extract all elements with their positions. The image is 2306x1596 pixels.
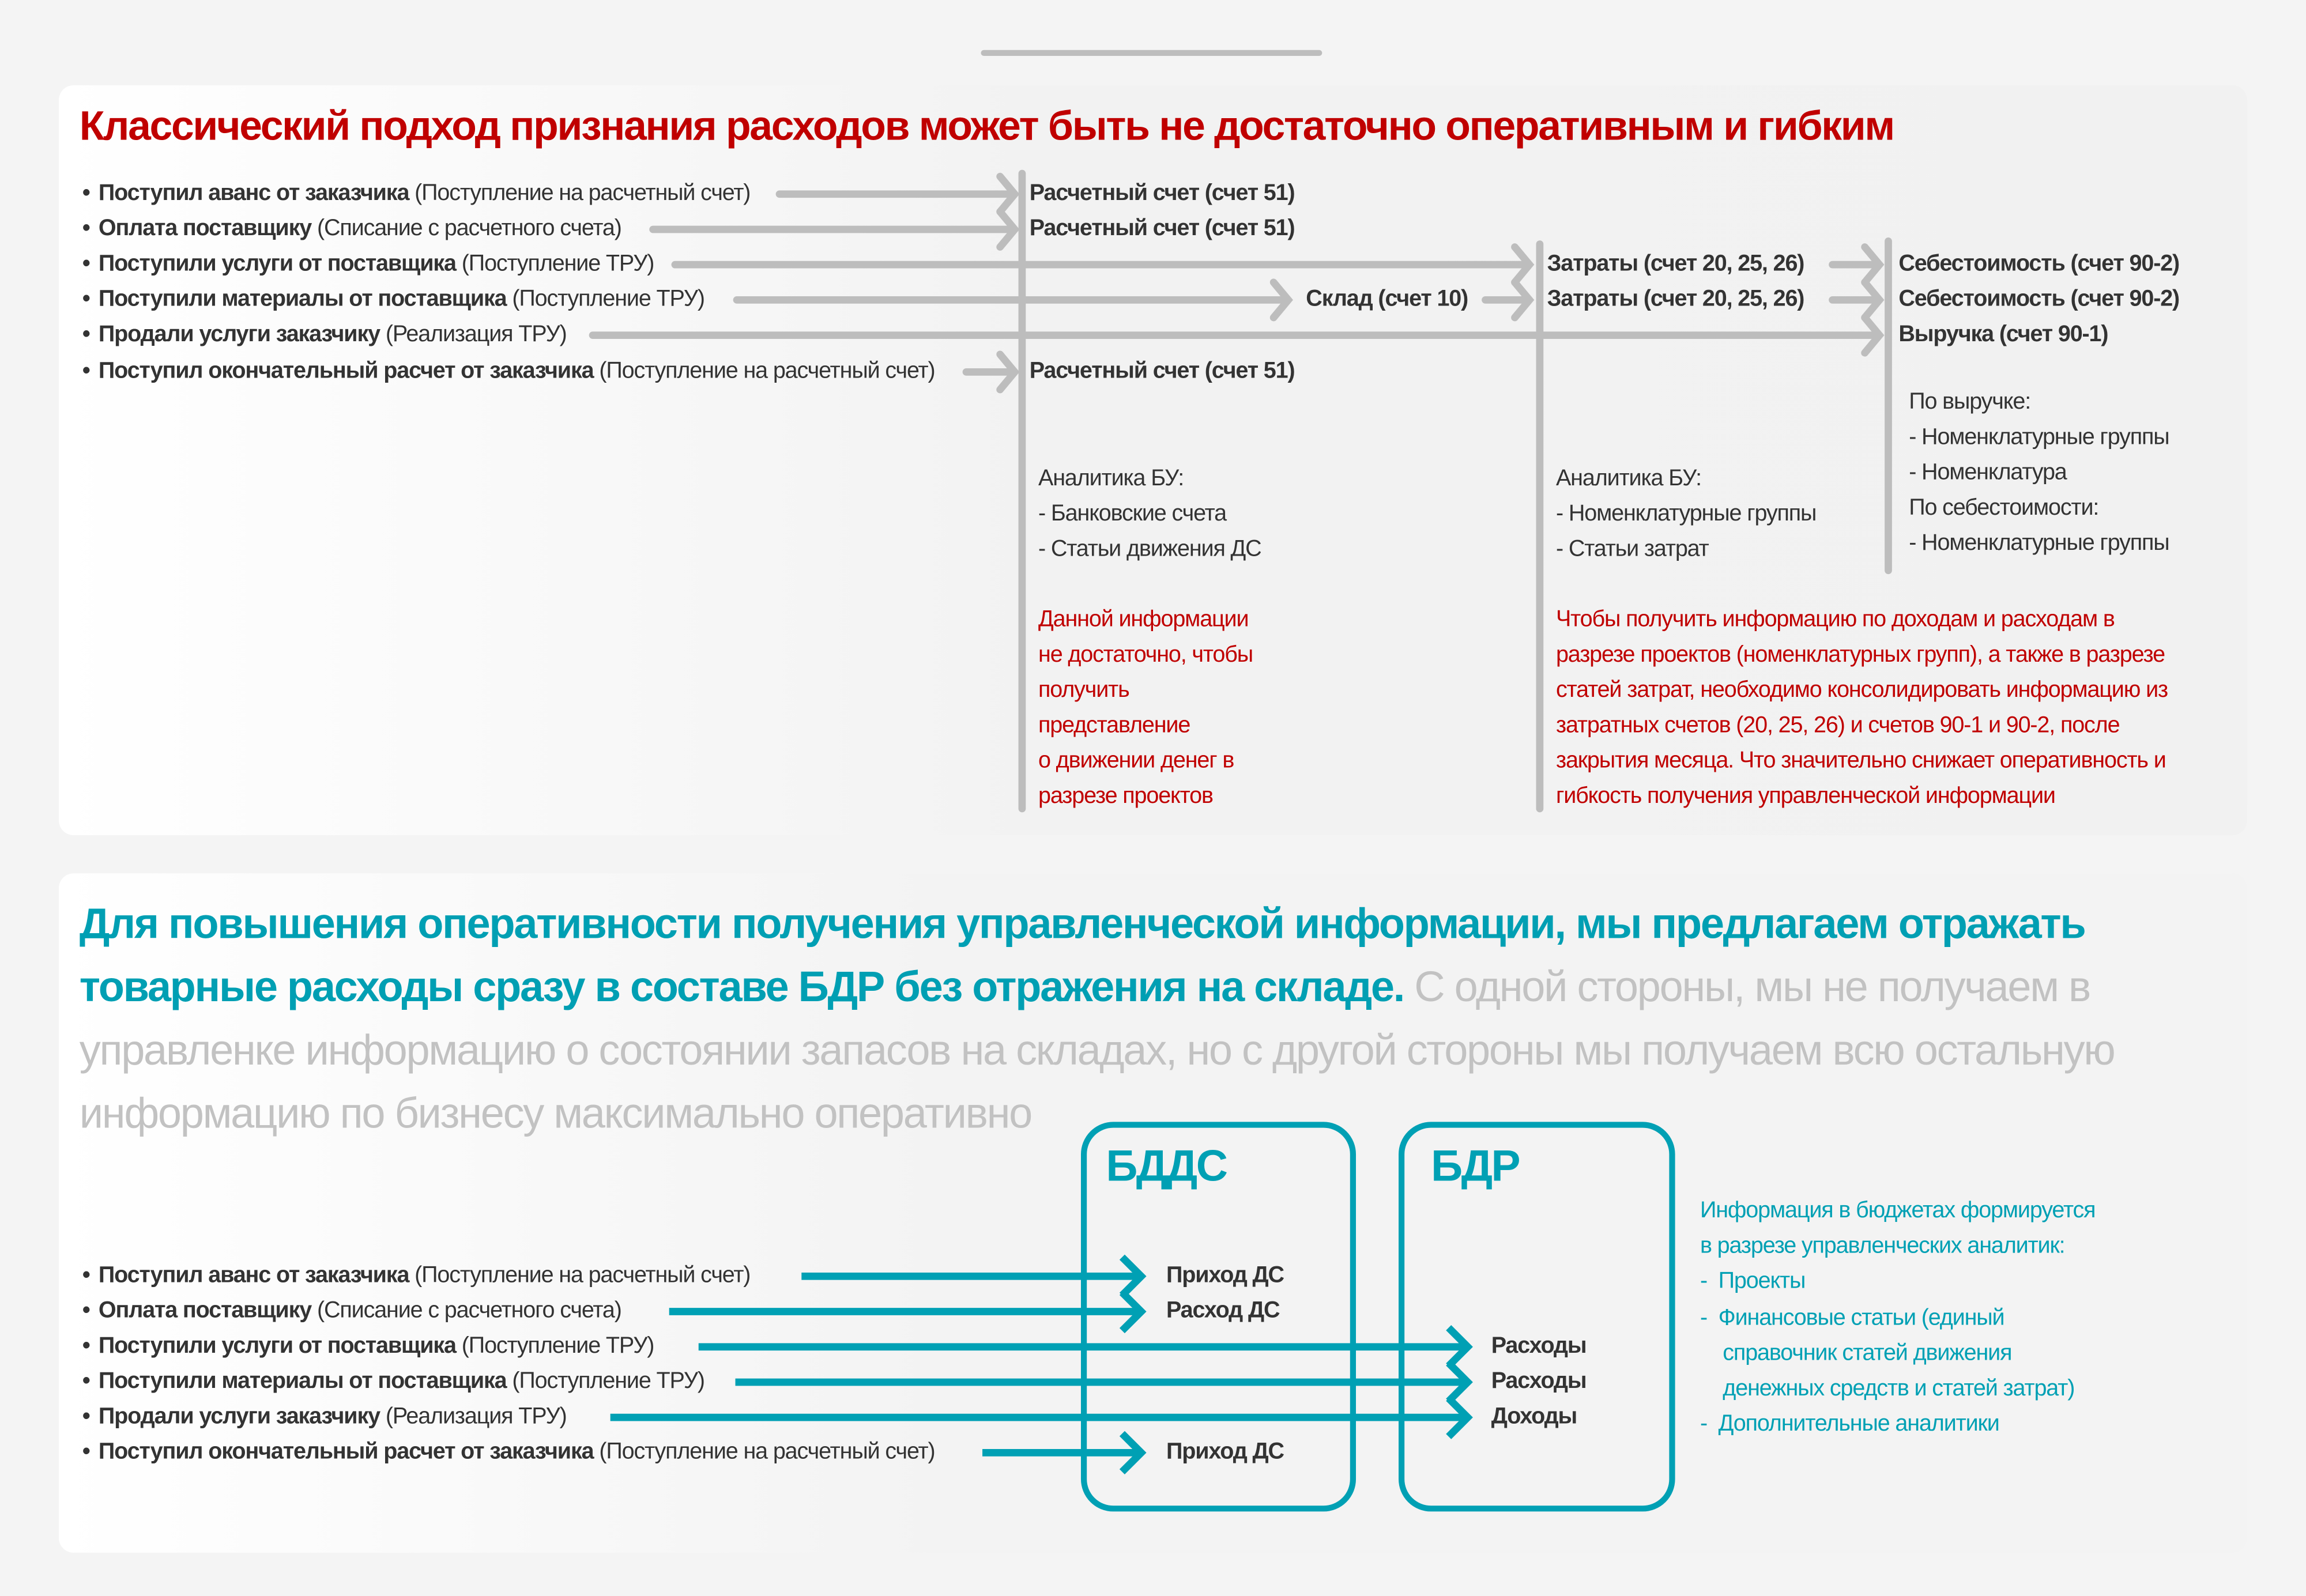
account-20: Затраты (счет 20, 25, 26) [1547,286,1804,312]
event-row: • Поступил окончательный расчет от заказчика (Поступление на расчетный счет) [82,357,935,387]
bdds-label: БДДС [1106,1142,1227,1191]
account-90-2: Себестоимость (счет 90-2) [1898,286,2180,312]
col2-analytics: Аналитика БУ: - Номенклатурные группы - Статьи затрат [1555,466,1817,562]
event-row: • Поступили материалы от поставщика (Поступление ТРУ) [82,285,704,315]
budget-info: Информация в бюджетах формируется в разрезе управленческих аналитик: - Проекты - Финансовые статьи (единый справочник статей движения денежных средств и статей затрат) - Дополнительные аналитики [1700,1198,2096,1437]
event-row: • Поступил аванс от заказчика (Поступление на расчетный счет) [82,179,750,209]
account-20: Затраты (счет 20, 25, 26) [1547,251,1804,277]
arrow-b-row1 [801,1257,1141,1295]
section1-title: Классический подход признания расходов может быть не достаточно оперативным и гибким [79,103,1894,149]
account-51: Расчетный счет (счет 51) [1029,216,1295,242]
arrow-b-row5 [611,1398,1468,1436]
event-row: • Поступили материалы от поставщика (Поступление ТРУ) [82,1367,704,1397]
bdr-expenses: Расходы [1491,1368,1587,1394]
account-51: Расчетный счет (счет 51) [1029,359,1295,384]
arrow-b-row4 [736,1363,1468,1401]
bdds-expense: Расход ДС [1166,1298,1280,1323]
account-51: Расчетный счет (счет 51) [1029,180,1295,206]
account-90-2: Себестоимость (счет 90-2) [1898,251,2180,277]
event-row: • Поступил аванс от заказчика (Поступление на расчетный счет) [82,1262,750,1291]
col2-note: Чтобы получить информацию по доходам и расходам в разрезе проектов (номенклатурных групп), а также в разрезе статей затрат, необходимо консолидировать информацию из затратных счетов (20, 25, 26) и счетов 90-1 и 90-2, после закрытия месяца. Что значительно снижает оперативность и гибкость получения управленческой информации [1555,607,2168,809]
arrow-b-row2 [669,1292,1141,1330]
event-row: • Продали услуги заказчику (Реализация ТРУ) [82,320,567,350]
lead-highlight: Для повышения оперативности получения управленческой информации, мы предлагаем отражать товарные расходы сразу в составе БДР без отражения на складе. [79,901,2085,1012]
lead-rest: С одной стороны, мы не получаем в управленке информацию о состоянии запасов на складах, но с другой стороны мы получаем всю остальную информацию по бизнесу максимально оперативно [79,964,2115,1138]
arrow-b-row3 [699,1328,1468,1366]
event-row: • Поступил окончательный расчет от заказчика (Поступление на расчетный счет) [82,1438,935,1467]
col1-note: Данной информации не достаточно, чтобы получить представление о движении денег в разрезе проектов [1038,607,1253,809]
col3-analytics: По выручке: - Номенклатурные группы - Номенклатура По себестоимости: - Номенклатурные группы [1909,390,2169,556]
bdds-income: Приход ДС [1166,1439,1284,1465]
event-row: • Продали услуги заказчику (Реализация ТРУ) [82,1403,567,1432]
event-row: • Оплата поставщику (Списание с расчетного счета) [82,1297,621,1326]
account-10: Склад (счет 10) [1306,286,1468,312]
arrow-b-row6 [982,1433,1141,1472]
bdr-expenses: Расходы [1491,1333,1587,1359]
bdds-income: Приход ДС [1166,1263,1284,1288]
col1-analytics: Аналитика БУ: - Банковские счета - Статьи движения ДС [1038,466,1261,562]
bdr-label: БДР [1431,1142,1520,1191]
bdr-revenue: Доходы [1491,1404,1577,1429]
account-90-1: Выручка (счет 90-1) [1898,322,2108,348]
event-row: • Поступили услуги от поставщика (Поступление ТРУ) [82,1332,654,1361]
event-row: • Поступили услуги от поставщика (Поступление ТРУ) [82,250,654,280]
event-row: • Оплата поставщику (Списание с расчетного счета) [82,214,621,244]
